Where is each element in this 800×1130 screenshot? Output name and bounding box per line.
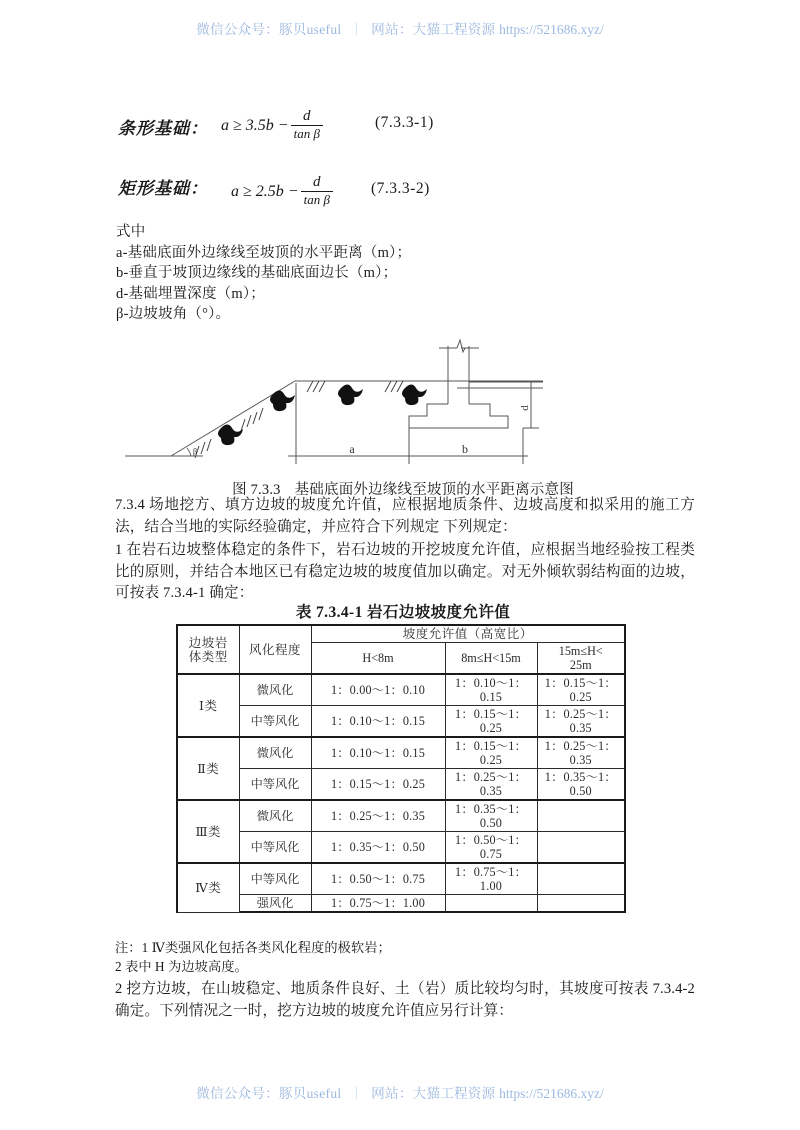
cell-h3-r1-line2: 0.35 [569,721,592,735]
figure-caption-text: 基础底面外边缘线至坡顶的水平距离示意图 [294,482,574,498]
cell-h2-r4 [445,800,537,832]
table-row [177,674,625,706]
header-type-line1: 边坡岩 [188,635,228,650]
note-line-2: 2 表中 H 为边坡高度。 [115,959,248,974]
cell-h3-r2-line1: 1：0.25～1： [544,739,617,753]
cell-h1-r1: 1：0.10～1：0.15 [311,706,445,738]
cell-h1-r0: 1：0.00～1：0.10 [311,674,445,706]
formula-1-lhs: a ≥ 3.5b − [221,117,289,135]
table-row [177,863,625,895]
paragraph-item-2: 2 挖方边坡，在山坡稳定、地质条件良好、土（岩）质比较均匀时，其坡度可按表 7.3.4-2 确定。下列情况之一时，挖方边坡的坡度允许值应另行计算： [115,981,695,1019]
cell-h2-r1 [445,706,537,738]
table-row [177,706,625,738]
cell-weathering-r0: 微风化 [239,674,311,706]
cell-h2-r2-line1: 1：0.15～1： [455,739,527,753]
cell-h1-r7: 1：0.75～1：1.00 [311,895,445,913]
cell-type-class-2: Ⅱ类 [177,737,239,800]
cell-h3-r4 [537,800,625,832]
formula-rect-foundation [113,168,693,214]
header-cell-weathering-degree: 风化程度 [239,625,311,674]
table-row [177,769,625,801]
cell-h2-r2-line2: 0.25 [479,753,503,767]
cell-h1-r2: 1：0.10～1：0.15 [311,737,445,769]
definition-beta: β-边坡坡角（°）。 [116,306,231,322]
watermark-wechat-label: 微信公众号： [196,22,280,37]
figure-label-b: b [462,442,468,456]
footer-watermark [0,1082,800,1102]
definitions-heading: 式中 [116,224,146,240]
header-cell-h-8-15m: 8m≤H<15m [445,643,537,675]
cell-weathering-r6: 中等风化 [239,863,311,895]
cell-h2-r6 [445,863,537,895]
cell-h3-r2 [537,737,625,769]
cell-h2-r5 [445,832,537,864]
cell-h1-r6: 1：0.50～1：0.75 [311,863,445,895]
header-cell-h-15-25m [537,643,625,675]
formula-1-number: (7.3.3-1) [375,114,434,131]
formula-2-label: 矩形基础： [118,179,208,198]
table-body [177,674,625,912]
cell-h2-r6-line1: 1：0.75～1： [455,865,527,879]
cell-h2-r0-line2: 0.15 [479,690,503,704]
footer-watermark-wechat-label: 微信公众号： [196,1086,280,1101]
definition-d: d-基础埋置深度（m）； [116,285,266,302]
formula-1-denominator: tan β [291,125,323,142]
cell-h2-r2 [445,737,537,769]
cell-h3-r0 [537,674,625,706]
cell-h3-r2-line2: 0.35 [569,753,592,767]
slope-diagram-svg [113,336,693,476]
figure-label-beta: β [192,447,198,456]
cell-h2-r3-line1: 1：0.25～1： [455,770,527,784]
cell-h2-r7 [445,895,537,913]
table-title: 表 7.3.4-1 岩石边坡坡度允许值 [295,604,511,621]
cell-weathering-r2: 微风化 [239,737,311,769]
table-head [177,625,625,674]
cell-h2-r5-line1: 1：0.50～1： [455,833,527,847]
watermark-site-label: 网站： [371,22,413,37]
header-h3-line2: 25m [569,658,592,672]
cell-weathering-r3: 中等风化 [239,769,311,801]
cell-weathering-r7: 强风化 [239,895,311,913]
watermark-wechat-name: 豚贝useful [279,22,342,37]
dimension-ticks [296,428,523,464]
cell-h2-r3-line2: 0.35 [479,784,503,798]
cell-type-class-1: Ⅰ类 [177,674,239,737]
surface-hatch-marks [307,381,403,392]
formula-2-denominator: tan β [301,191,333,208]
watermark-url[interactable]: https://521686.xyz/ [499,22,604,37]
formula-1-label: 条形基础： [118,119,208,138]
foundation-outline [409,340,543,428]
watermark-separator: ｜ [349,22,364,37]
formula-2-lhs: a ≥ 2.5b − [231,183,299,201]
figure-label-a: a [349,442,355,456]
table-row [177,800,625,832]
cell-h2-r4-line2: 0.50 [479,816,503,830]
cell-weathering-r4: 微风化 [239,800,311,832]
figure-slope-foundation-diagram [113,336,693,476]
cell-h2-r5-line2: 0.75 [479,847,503,861]
symbol-definitions [116,222,576,325]
header-cell-allowable-gradient-group: 坡度允许值（高宽比） [311,625,625,643]
cell-h3-r3 [537,769,625,801]
header-cell-h-lt-8m: H<8m [311,643,445,675]
cell-h2-r3 [445,769,537,801]
depth-dimension [523,382,539,428]
cell-h3-r3-line2: 0.50 [569,784,592,798]
cell-h3-r7 [537,895,625,913]
cell-h2-r1-line2: 0.25 [479,721,503,735]
cell-type-class-4: Ⅳ类 [177,863,239,912]
header-h3-line1: 15m≤H< [558,644,603,658]
paragraph-7-3-4: 7.3.4 场地挖方、填方边坡的坡度允许值，应根据地质条件、边坡高度和拟采用的施工方法，结合当地的实际经验确定，并应符合下列规定 下列规定： [115,497,695,535]
cell-h2-r0 [445,674,537,706]
figure-caption-number: 图 7.3.3 [232,482,281,498]
footer-watermark-wechat-name: 豚贝useful [279,1086,342,1101]
cell-h3-r0-line1: 1：0.15～1： [544,676,617,690]
header-watermark [0,18,800,38]
paragraph-item-1: 1 在岩石边坡整体稳定的条件下，岩石边坡的开挖坡度允许值，应根据当地经验按工程类比的原则，并结合本地区已有稳定边坡的坡度值加以确定。对无外倾软弱结构面的边坡，可按表 7.3.4-1 确定： [115,542,695,601]
cell-h3-r1-line1: 1：0.25～1： [544,707,617,721]
table-header-row-1 [177,625,625,643]
formula-1-expression [221,110,325,143]
formula-1-numerator: d [303,108,311,124]
watermark-site-name: 大猫工程资源 [412,22,496,37]
footer-watermark-site-name: 大猫工程资源 [412,1086,496,1101]
formula-2-number: (7.3.3-2) [371,180,430,197]
cell-h2-r1-line1: 1：0.15～1： [455,707,527,721]
beta-angle-arc [187,448,191,456]
cell-h3-r3-line1: 1：0.35～1： [544,770,617,784]
rock-slope-allowable-gradient-table [176,624,626,913]
cell-h3-r6 [537,863,625,895]
header-cell-slope-rock-type [177,625,239,674]
cell-h3-r5 [537,832,625,864]
cell-h3-r1 [537,706,625,738]
formula-2-fraction [301,175,333,208]
figure-label-d: d [519,405,531,411]
soil-symbol-marks [218,385,427,446]
table-row [177,895,625,913]
cell-type-class-3: Ⅲ类 [177,800,239,863]
formula-strip-foundation [113,108,693,154]
table-notes [115,938,695,976]
cell-h1-r4: 1：0.25～1：0.35 [311,800,445,832]
cell-h3-r0-line2: 0.25 [569,690,592,704]
cell-weathering-r5: 中等风化 [239,832,311,864]
formula-2-numerator: d [313,174,321,190]
formula-2-expression [231,176,335,209]
header-type-line2: 体类型 [188,649,228,664]
formula-1-fraction [291,109,323,142]
cell-h1-r5: 1：0.35～1：0.50 [311,832,445,864]
cell-h2-r4-line1: 1：0.35～1： [455,802,527,816]
footer-watermark-separator: ｜ [349,1086,364,1101]
cell-weathering-r1: 中等风化 [239,706,311,738]
table-row [177,832,625,864]
definition-a: a-基础底面外边缘线至坡顶的水平距离（m）； [116,244,412,261]
table-row [177,737,625,769]
cell-h2-r6-line2: 1.00 [479,879,503,893]
cell-h2-r0-line1: 1：0.10～1： [455,676,527,690]
footer-watermark-url[interactable]: https://521686.xyz/ [499,1086,604,1101]
definition-b: b-垂直于坡顶边缘线的基础底面边长（m）； [116,265,398,281]
footer-watermark-site-label: 网站： [371,1086,413,1101]
note-line-1: 注：1 Ⅳ类强风化包括各类风化程度的极软岩； [115,940,391,955]
cell-h1-r3: 1：0.15～1：0.25 [311,769,445,801]
